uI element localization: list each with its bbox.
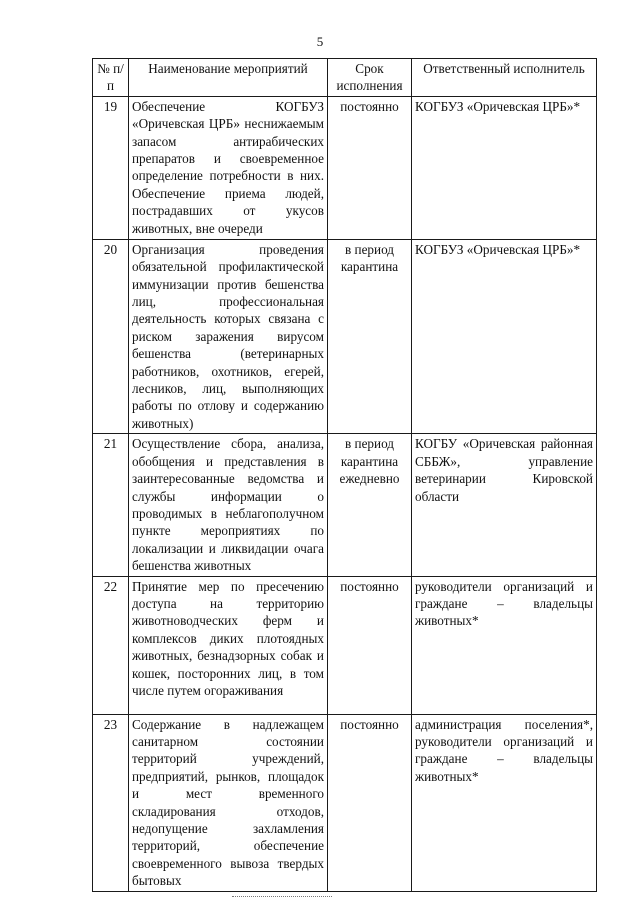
table-header [93, 59, 597, 97]
row-number: 20 [93, 239, 129, 433]
measure-responsible: КОГБУ «Оричевская районная СББЖ», управление ветеринарии Кировской области [412, 434, 597, 576]
row-number: 21 [93, 434, 129, 576]
measure-responsible: администрация поселения*, руководители организаций и граждане – владельцы животных* [412, 714, 597, 891]
measure-name: Обеспечение КОГБУЗ «Оричевская ЦРБ» неснижаемым запасом антирабических препаратов и своевременное определение потребности в них. Обеспечение приема людей, пострадавших от укусов животных, вне очереди [129, 96, 328, 239]
row-number: 23 [93, 714, 129, 891]
measure-name: Принятие мер по пресечению доступа на территорию животноводческих ферм и комплексов диких плотоядных животных, безнадзорных собак и кошек, посторонних лиц, в том числе путем огораживания [129, 576, 328, 714]
row-number: 22 [93, 576, 129, 714]
table-row [93, 96, 597, 239]
measure-term: в период карантина ежедневно [328, 434, 412, 576]
scan-artifact-line [232, 896, 332, 897]
header-name: Наименование мероприятий [129, 59, 328, 97]
measure-responsible: КОГБУЗ «Оричевская ЦРБ»* [412, 239, 597, 433]
table-row [93, 434, 597, 576]
measure-term: в период карантина [328, 239, 412, 433]
measures-table [92, 58, 597, 892]
page-number: 5 [316, 34, 324, 49]
measure-term: постоянно [328, 714, 412, 891]
measure-name: Осуществление сбора, анализа, обобщения и представления в заинтересованные ведомства и службы информации о проводимых в неблагополучном пункте мероприятиях по локализации и ликвидации очага бешенства животных [129, 434, 328, 576]
row-number: 19 [93, 96, 129, 239]
table-row [93, 576, 597, 714]
measure-responsible: руководители организаций и граждане – владельцы животных* [412, 576, 597, 714]
header-responsible: Ответственный исполнитель [412, 59, 597, 97]
measure-name: Организация проведения обязательной профилактической иммунизации против бешенства лиц, профессиональная деятельность которых связана с риском заражения вирусом бешенства (ветеринарных работников, охотников, егерей, лесников, лиц, выполняющих работы по отлову и содержанию животных) [129, 239, 328, 433]
table-row [93, 714, 597, 891]
header-term: Срок исполнения [328, 59, 412, 97]
measure-responsible: КОГБУЗ «Оричевская ЦРБ»* [412, 96, 597, 239]
table-row [93, 239, 597, 433]
measure-name: Содержание в надлежащем санитарном состоянии территорий учреждений, предприятий, рынков, площадок и мест временного складирования отходов, недопущение захламления территорий, обеспечение своевременного вывоза твердых бытовых [129, 714, 328, 891]
header-num: № п/п [93, 59, 129, 97]
measure-term: постоянно [328, 96, 412, 239]
measure-term: постоянно [328, 576, 412, 714]
